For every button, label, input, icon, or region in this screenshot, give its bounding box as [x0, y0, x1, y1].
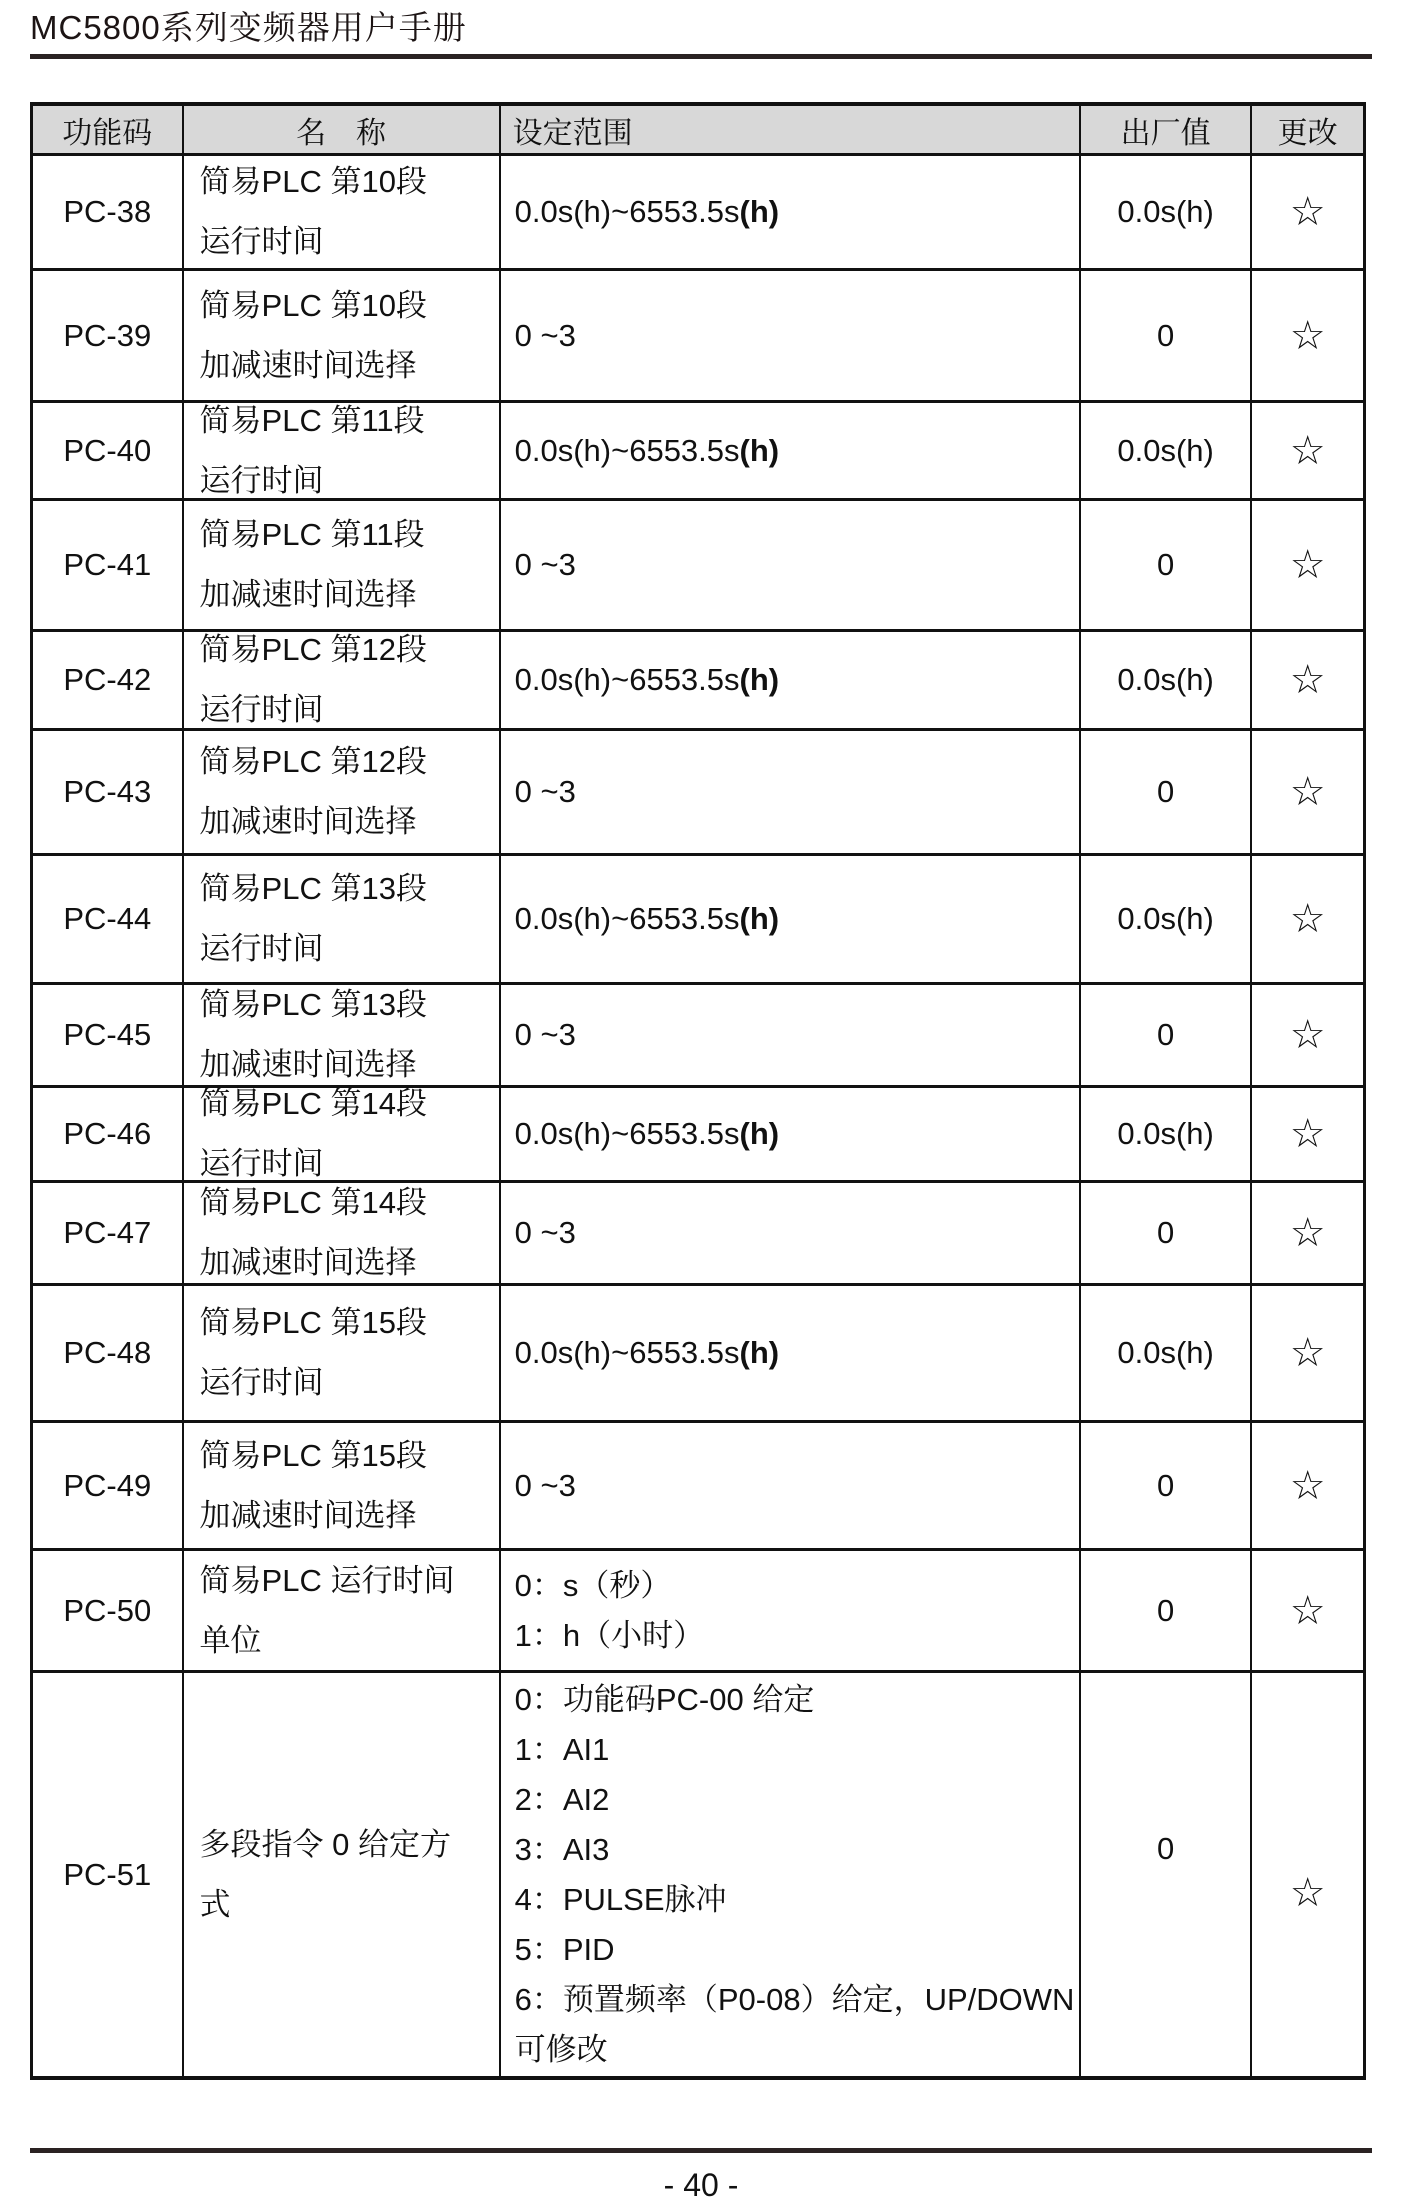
factory-value: 0.0s(h): [1117, 1335, 1214, 1370]
function-code-cell: [33, 1673, 184, 2076]
table-row: [33, 856, 1363, 985]
range-line: [515, 1775, 610, 1825]
table-row: [33, 403, 1363, 501]
name-line: 式: [199, 1886, 231, 1922]
header-function-code: [33, 106, 184, 153]
factory-value-cell: [1081, 156, 1252, 268]
header-name-label: 名 称: [296, 116, 387, 150]
factory-value: 0: [1156, 1467, 1175, 1503]
factory-value-cell: [1081, 1423, 1252, 1548]
star-icon: ☆: [1289, 897, 1326, 941]
range-text: 1：AI1: [514, 1731, 610, 1767]
function-code-cell: [33, 1423, 184, 1548]
range-text: 0：功能码PC-00 给定: [514, 1681, 815, 1717]
table-row: [33, 632, 1363, 731]
range-line: [515, 311, 576, 361]
range-text: 0 ~3: [514, 317, 576, 353]
range-line: [515, 1109, 780, 1159]
setting-range-cell: [501, 1423, 1081, 1548]
range-text: 0.0s(h)~6553.5s: [514, 1116, 740, 1151]
range-unit-bold: (h): [739, 662, 780, 697]
name-line: 简易PLC 第15段: [199, 1437, 427, 1473]
table-row: [33, 1551, 1363, 1673]
factory-value-cell: [1081, 1673, 1252, 2076]
range-text: 0.0s(h)~6553.5s: [514, 194, 740, 229]
title-divider: [30, 54, 1372, 59]
range-unit-bold: (h): [739, 1335, 780, 1370]
range-unit-bold: (h): [739, 901, 780, 936]
name-cell: [184, 1286, 501, 1420]
range-line: [515, 1725, 610, 1775]
function-code-cell: [33, 856, 184, 982]
factory-value-cell: [1081, 1088, 1252, 1180]
factory-value: 0: [1156, 1215, 1175, 1250]
function-code-cell: [33, 632, 184, 728]
star-icon: ☆: [1289, 770, 1326, 814]
function-code: PC-45: [63, 1017, 152, 1052]
range-text: 0.0s(h)~6553.5s: [514, 1335, 740, 1370]
range-text: 0 ~3: [514, 774, 576, 809]
table-row: [33, 156, 1363, 271]
name-line: 加减速时间选择: [199, 1047, 417, 1082]
change-cell: [1252, 1286, 1363, 1420]
setting-range-cell: [501, 856, 1081, 982]
table-row: [33, 271, 1363, 403]
name-line: 简易PLC 第10段: [199, 164, 427, 199]
factory-value: 0: [1156, 774, 1175, 809]
range-text: 0 ~3: [514, 1467, 576, 1503]
table-header-row: [33, 106, 1363, 156]
name-line: 运行时间: [199, 1365, 324, 1400]
table-row: [33, 1673, 1363, 2076]
name-line: 运行时间: [199, 224, 324, 259]
range-line: [515, 894, 780, 944]
function-code-cell: [33, 403, 184, 498]
range-line: [515, 1010, 576, 1060]
star-icon: ☆: [1289, 1870, 1326, 1915]
function-code: PC-50: [63, 1592, 152, 1628]
header-setting-range-label: 设定范围: [512, 116, 633, 150]
factory-value-cell: [1081, 1183, 1252, 1283]
parameter-table: [30, 102, 1366, 2080]
table-row: [33, 985, 1363, 1088]
name-line: 简易PLC 第11段: [199, 402, 425, 438]
table-row: [33, 501, 1363, 632]
range-line: [515, 1611, 704, 1661]
factory-value-cell: [1081, 632, 1252, 728]
setting-range-cell: [501, 501, 1081, 629]
function-code: PC-38: [63, 194, 152, 229]
name-line: 多段指令 0 给定方: [199, 1826, 452, 1862]
name-line: 简易PLC 第12段: [199, 744, 427, 779]
name-cell: [184, 632, 501, 728]
star-icon: ☆: [1289, 1331, 1326, 1375]
function-code-cell: [33, 731, 184, 853]
setting-range-cell: [501, 1183, 1081, 1283]
range-line: [515, 426, 780, 476]
name-line: 简易PLC 第13段: [199, 871, 427, 906]
setting-range-cell: [501, 985, 1081, 1085]
function-code: PC-48: [63, 1335, 152, 1370]
function-code-cell: [33, 271, 184, 400]
range-line: [515, 655, 780, 705]
factory-value: 0: [1156, 1017, 1175, 1052]
star-icon: ☆: [1289, 190, 1326, 234]
manual-title: MC5800系列变频器用户手册: [30, 9, 467, 46]
range-unit-bold: (h): [739, 432, 780, 468]
range-line: [515, 1875, 727, 1925]
change-cell: [1252, 271, 1363, 400]
name-line: 加减速时间选择: [199, 577, 417, 612]
function-code-cell: [33, 156, 184, 268]
range-line: [515, 1328, 780, 1378]
name-line: 简易PLC 第12段: [199, 632, 427, 667]
function-code: PC-51: [63, 1856, 152, 1892]
name-cell: [184, 856, 501, 982]
setting-range-cell: [501, 1551, 1081, 1670]
table-body: [33, 156, 1363, 2076]
name-line: 单位: [199, 1622, 262, 1658]
setting-range-cell: [501, 271, 1081, 400]
star-icon: ☆: [1289, 1463, 1326, 1508]
factory-value: 0: [1156, 1592, 1175, 1628]
name-cell: [184, 1673, 501, 2076]
setting-range-cell: [501, 403, 1081, 498]
header-name: [184, 106, 501, 153]
setting-range-cell: [501, 632, 1081, 728]
name-line: 简易PLC 第14段: [199, 1086, 427, 1121]
change-cell: [1252, 403, 1363, 498]
factory-value: 0.0s(h): [1117, 662, 1214, 697]
range-unit-bold: (h): [739, 194, 780, 229]
function-code: PC-46: [63, 1116, 152, 1151]
range-text: 4：PULSE脉冲: [514, 1881, 727, 1917]
star-icon: ☆: [1289, 1211, 1326, 1255]
page-content: [0, 2, 1402, 2204]
range-line: [515, 1675, 815, 1725]
setting-range-cell: [501, 731, 1081, 853]
factory-value: 0.0s(h): [1117, 194, 1214, 229]
name-cell: [184, 1551, 501, 1670]
name-line: 运行时间: [199, 931, 324, 966]
function-code: PC-49: [63, 1467, 152, 1503]
range-line: [515, 767, 576, 817]
range-line: [515, 1461, 576, 1511]
range-text: 5：PID: [514, 1931, 615, 1967]
name-line: 加减速时间选择: [199, 1497, 417, 1533]
change-cell: [1252, 856, 1363, 982]
function-code: PC-40: [63, 432, 152, 468]
function-code: PC-41: [63, 547, 152, 582]
star-icon: ☆: [1289, 1013, 1326, 1057]
factory-value-cell: [1081, 403, 1252, 498]
range-line: [515, 187, 780, 237]
change-cell: [1252, 1551, 1363, 1670]
range-text: 0 ~3: [514, 1215, 576, 1250]
name-line: 加减速时间选择: [199, 804, 417, 839]
header-change-label: 更改: [1277, 116, 1338, 150]
factory-value: 0: [1156, 547, 1175, 582]
function-code: PC-42: [63, 662, 152, 697]
table-row: [33, 1183, 1363, 1286]
name-line: 简易PLC 第10段: [199, 287, 427, 323]
function-code-cell: [33, 1183, 184, 1283]
star-icon: ☆: [1289, 428, 1326, 473]
name-line: 运行时间: [199, 692, 324, 727]
range-unit-bold: (h): [739, 1116, 780, 1151]
name-line: 简易PLC 第13段: [199, 987, 427, 1022]
star-icon: ☆: [1289, 1112, 1326, 1156]
header-change: [1252, 106, 1363, 153]
name-cell: [184, 1423, 501, 1548]
name-line: 加减速时间选择: [199, 347, 417, 383]
change-cell: [1252, 985, 1363, 1085]
header-factory-value-label: 出厂值: [1120, 116, 1211, 150]
table-row: [33, 1423, 1363, 1551]
footer-divider: [30, 2148, 1372, 2153]
change-cell: [1252, 156, 1363, 268]
name-cell: [184, 1088, 501, 1180]
range-line: [515, 1208, 576, 1258]
header-function-code-label: 功能码: [62, 116, 153, 150]
range-line: [515, 1925, 615, 1975]
function-code-cell: [33, 501, 184, 629]
factory-value-cell: [1081, 501, 1252, 629]
name-cell: [184, 403, 501, 498]
factory-value-cell: [1081, 731, 1252, 853]
function-code-cell: [33, 985, 184, 1085]
change-cell: [1252, 1088, 1363, 1180]
function-code: PC-39: [63, 317, 152, 353]
name-cell: [184, 731, 501, 853]
range-line: [515, 540, 576, 590]
range-text: 0：s（秒）: [514, 1567, 672, 1603]
range-text: 3：AI3: [514, 1831, 610, 1867]
change-cell: [1252, 1673, 1363, 2076]
name-line: 运行时间: [199, 1146, 324, 1181]
range-line: [515, 1975, 1075, 2025]
name-cell: [184, 985, 501, 1085]
function-code: PC-47: [63, 1215, 152, 1250]
star-icon: ☆: [1289, 1588, 1326, 1633]
function-code-cell: [33, 1286, 184, 1420]
range-line: [515, 1825, 610, 1875]
range-text: 0.0s(h)~6553.5s: [514, 662, 740, 697]
name-cell: [184, 501, 501, 629]
factory-value: 0: [1156, 317, 1175, 353]
factory-value-cell: [1081, 985, 1252, 1085]
change-cell: [1252, 501, 1363, 629]
manual-page: [0, 2, 1402, 2203]
setting-range-cell: [501, 156, 1081, 268]
range-text: 2：AI2: [514, 1781, 610, 1817]
range-text: 0 ~3: [514, 1017, 576, 1052]
function-code: PC-43: [63, 774, 152, 809]
table-row: [33, 1088, 1363, 1183]
star-icon: ☆: [1289, 313, 1326, 358]
name-line: 简易PLC 运行时间: [199, 1562, 455, 1598]
header-factory-value: [1081, 106, 1252, 153]
change-cell: [1252, 731, 1363, 853]
range-text: 0.0s(h)~6553.5s: [514, 432, 740, 468]
range-line: [515, 2025, 608, 2075]
name-cell: [184, 156, 501, 268]
function-code-cell: [33, 1551, 184, 1670]
range-text: 0.0s(h)~6553.5s: [514, 901, 740, 936]
factory-value: 0: [1156, 1830, 1175, 1866]
factory-value-cell: [1081, 1551, 1252, 1670]
range-text: 可修改: [514, 2031, 608, 2067]
change-cell: [1252, 632, 1363, 728]
name-line: 加减速时间选择: [199, 1245, 417, 1280]
range-text: 1：h（小时）: [514, 1617, 705, 1653]
change-cell: [1252, 1183, 1363, 1283]
star-icon: ☆: [1289, 543, 1326, 587]
factory-value: 0.0s(h): [1117, 432, 1214, 468]
name-cell: [184, 1183, 501, 1283]
function-code: PC-44: [63, 901, 152, 936]
factory-value: 0.0s(h): [1117, 1116, 1214, 1151]
factory-value-cell: [1081, 856, 1252, 982]
table-row: [33, 731, 1363, 856]
name-line: 简易PLC 第11段: [199, 517, 425, 552]
range-line: [515, 1561, 672, 1611]
name-cell: [184, 271, 501, 400]
factory-value: 0.0s(h): [1117, 901, 1214, 936]
table-row: [33, 1286, 1363, 1423]
header-setting-range: [501, 106, 1081, 153]
name-line: 简易PLC 第15段: [199, 1305, 427, 1340]
page-number: - 40 -: [663, 2167, 739, 2203]
setting-range-cell: [501, 1088, 1081, 1180]
setting-range-cell: [501, 1673, 1081, 2076]
range-text: 6：预置频率（P0-08）给定，UP/DOWN: [514, 1981, 1075, 2017]
name-line: 简易PLC 第14段: [199, 1185, 427, 1220]
factory-value-cell: [1081, 1286, 1252, 1420]
factory-value-cell: [1081, 271, 1252, 400]
change-cell: [1252, 1423, 1363, 1548]
star-icon: ☆: [1289, 658, 1326, 702]
name-line: 运行时间: [199, 462, 324, 498]
function-code-cell: [33, 1088, 184, 1180]
range-text: 0 ~3: [514, 547, 576, 582]
setting-range-cell: [501, 1286, 1081, 1420]
